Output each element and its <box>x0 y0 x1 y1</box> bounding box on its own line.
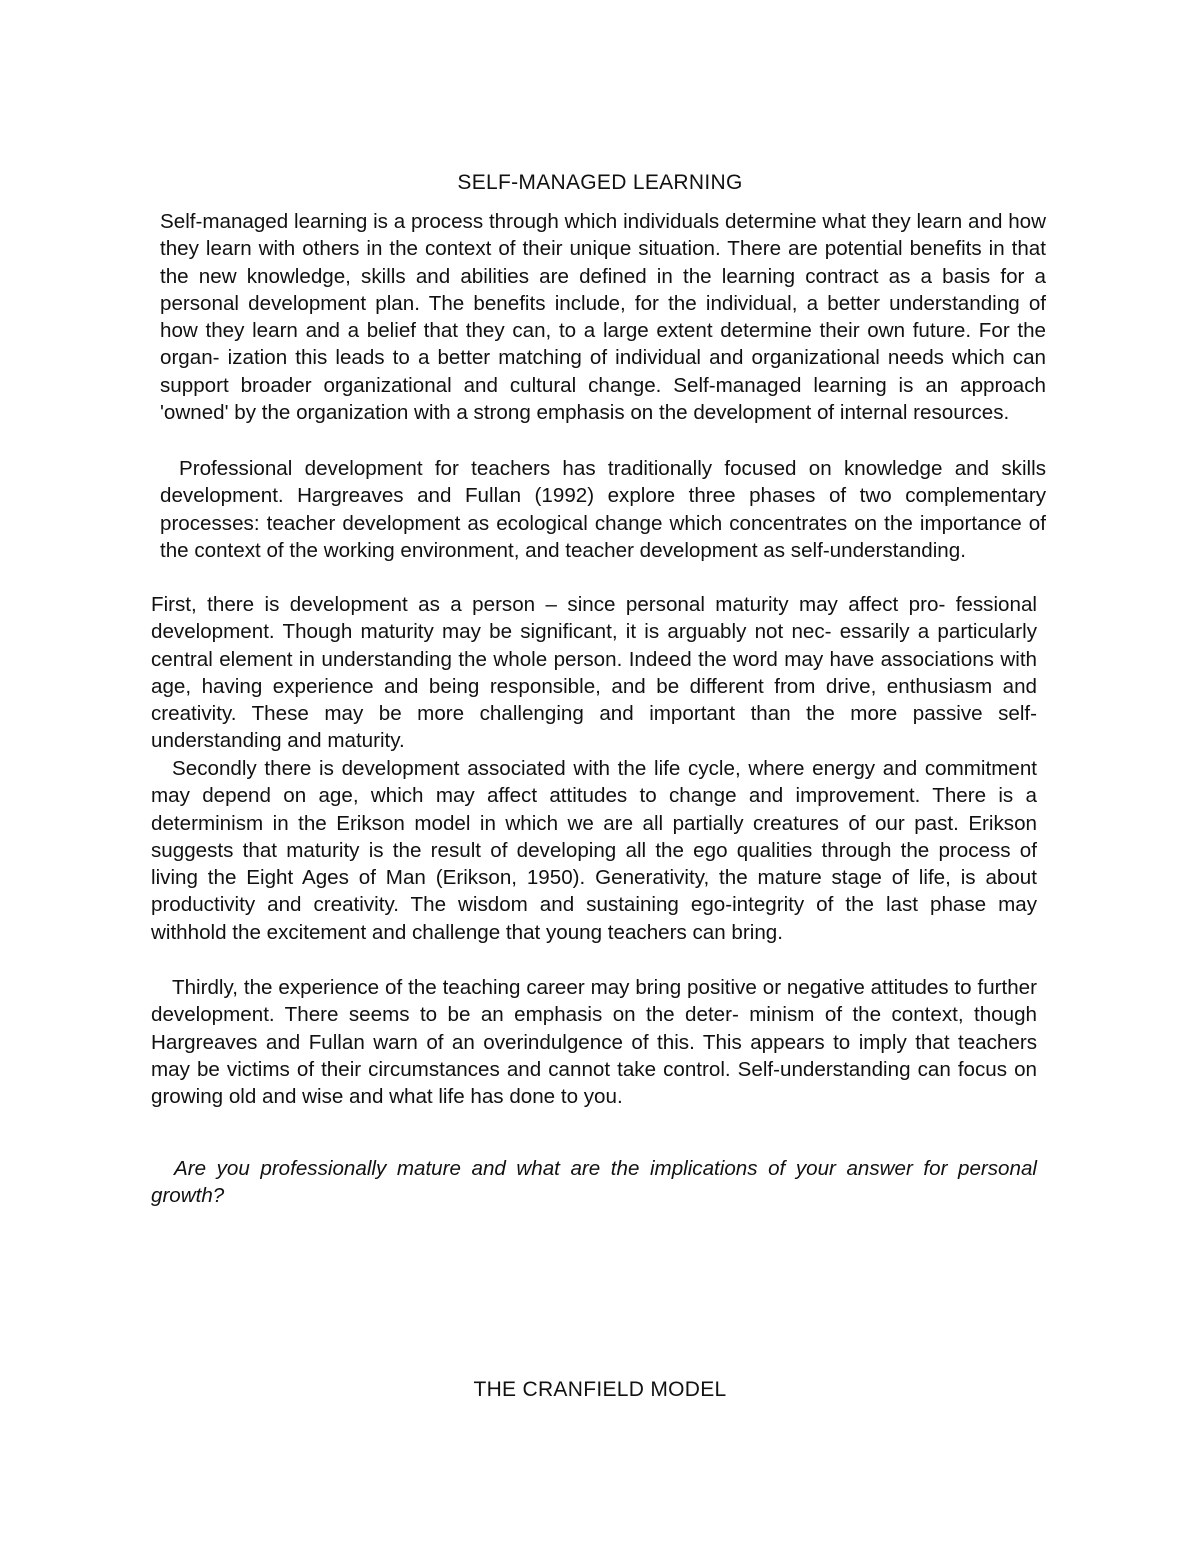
paragraph-professional-development: Professional development for teachers has traditionally focused on knowledge and skills development. Hargreaves and Fullan (1992) explore three phases of two complementary processes: teacher development as ecological change which concentrates on the importance of the context of the working environment, and teacher development as self-understanding. <box>160 457 1046 562</box>
reflection-question: Are you professionally mature and what are the implications of your answer for personal growth? <box>151 1157 1037 1208</box>
paragraph-development-as-person: First, there is development as a person – since personal maturity may affect pro- fessional development. Though maturity may be significant, it is arguably not nec- essarily a particularly central element in understanding the whole person. Indeed the word may have associations with age, having experience and being responsible, and be different from drive, enthusiasm and creativity. These may be more challenging and important than the more passive self-understanding and maturity. <box>151 593 1037 753</box>
paragraph-self-managed-learning: Self-managed learning is a process through which individuals determine what they learn and how they learn with others in the context of their unique situation. There are potential benefits in that the new knowledge, skills and abilities are defined in the learning contract as a basis for a personal development plan. The benefits include, for the individual, a better understanding of how they learn and a belief that they can, to a large extent determine their own future. For the organ- ization this leads to a better matching of individual and organizational needs which can support broader organizational and cultural change. Self-managed learning is an approach 'owned' by the organization with a strong emphasis on the development of internal resources. <box>160 210 1046 425</box>
paragraph-teaching-career: Thirdly, the experience of the teaching career may bring positive or negative attitudes to further development. There seems to be an emphasis on the deter- minism of the context, though Hargreaves and Fullan warn of an overindulgence of this. This appears to imply that teachers may be victims of their circumstances and cannot take control. Self-understanding can focus on growing old and wise and what life has done to you. <box>151 976 1037 1109</box>
section-title-cranfield-model: THE CRANFIELD MODEL <box>473 1378 727 1401</box>
paragraph-life-cycle: Secondly there is development associated with the life cycle, where energy and commitment may depend on age, which may affect attitudes to change and improvement. There is a determinism in the Erikson model in which we are all partially creatures of our past. Erikson suggests that maturity is the result of developing all the ego qualities through the process of living the Eight Ages of Man (Erikson, 1950). Generativity, the mature stage of life, is about productivity and creativity. The wisdom and sustaining ego-integrity of the last phase may withhold the excitement and challenge that young teachers can bring. <box>151 757 1037 944</box>
page-title: SELF-MANAGED LEARNING <box>457 171 743 194</box>
